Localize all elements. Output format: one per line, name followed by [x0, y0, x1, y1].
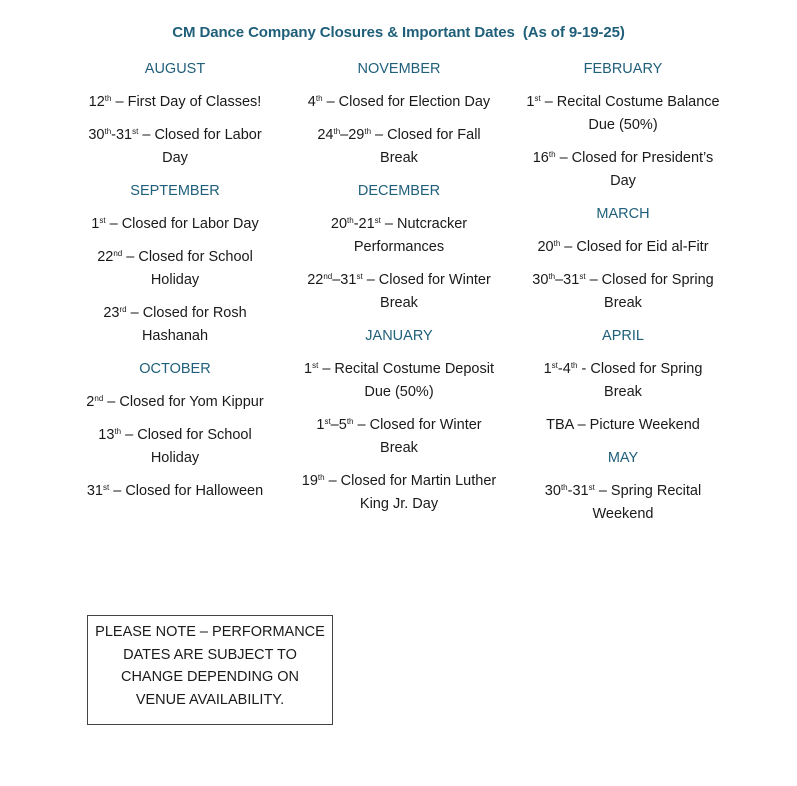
date-entry: TBA – Picture Weekend: [546, 417, 700, 433]
page-title: CM Dance Company Closures & Important Dates (As of 9-19-25): [172, 24, 625, 41]
date-entry: 22nd–31st – Closed for Winter Break: [307, 272, 491, 311]
date-entry: 2nd – Closed for Yom Kippur: [86, 394, 264, 410]
date-entry: 1st – Closed for Labor Day: [91, 216, 259, 232]
date-entry: 1st-4th - Closed for Spring Break: [543, 361, 703, 400]
column-2: [299, 58, 499, 526]
date-entry: 13th – Closed for School Holiday: [98, 427, 252, 466]
month-heading-march: MARCH: [596, 206, 650, 222]
month-heading-april: APRIL: [602, 328, 644, 344]
date-entry: 30th–31st – Closed for Spring Break: [532, 272, 714, 311]
month-heading-august: AUGUST: [144, 61, 206, 77]
date-entry: 4th – Closed for Election Day: [307, 94, 491, 110]
date-entry: 30th-31st – Closed for Labor Day: [88, 127, 262, 166]
month-heading-january: JANUARY: [365, 328, 433, 344]
date-entry: 20th-21st – Nutcracker Performances: [330, 216, 468, 255]
month-heading-may: MAY: [607, 450, 639, 466]
date-entry: 16th – Closed for President’s Day: [532, 150, 714, 189]
column-1: [75, 58, 275, 513]
column-3: [523, 58, 723, 536]
date-entry: 20th – Closed for Eid al-Fitr: [537, 239, 709, 255]
month-heading-december: DECEMBER: [357, 183, 441, 199]
date-entry: 24th–29th – Closed for Fall Break: [317, 127, 481, 166]
month-heading-september: SEPTEMBER: [130, 183, 220, 199]
date-entry: 1st – Recital Costume Balance Due (50%): [526, 94, 720, 133]
date-entry: 23rd – Closed for Rosh Hashanah: [103, 305, 247, 344]
date-entry: 22nd – Closed for School Holiday: [97, 249, 253, 288]
month-heading-november: NOVEMBER: [357, 61, 441, 77]
month-heading-february: FEBRUARY: [583, 61, 663, 77]
performance-note: PLEASE NOTE – PERFORMANCE DATES ARE SUBJECT TO CHANGE DEPENDING ON VENUE AVAILABILITY.: [87, 615, 333, 725]
date-entry: 31st – Closed for Halloween: [86, 483, 264, 499]
date-entry: 19th – Closed for Martin Luther King Jr. Day: [301, 473, 497, 512]
month-heading-october: OCTOBER: [139, 361, 211, 377]
date-entry: 1st–5th – Closed for Winter Break: [316, 417, 482, 456]
date-entry: 30th-31st – Spring Recital Weekend: [544, 483, 702, 522]
date-entry: 1st – Recital Costume Deposit Due (50%): [304, 361, 494, 400]
date-entry: 12th – First Day of Classes!: [88, 94, 262, 110]
